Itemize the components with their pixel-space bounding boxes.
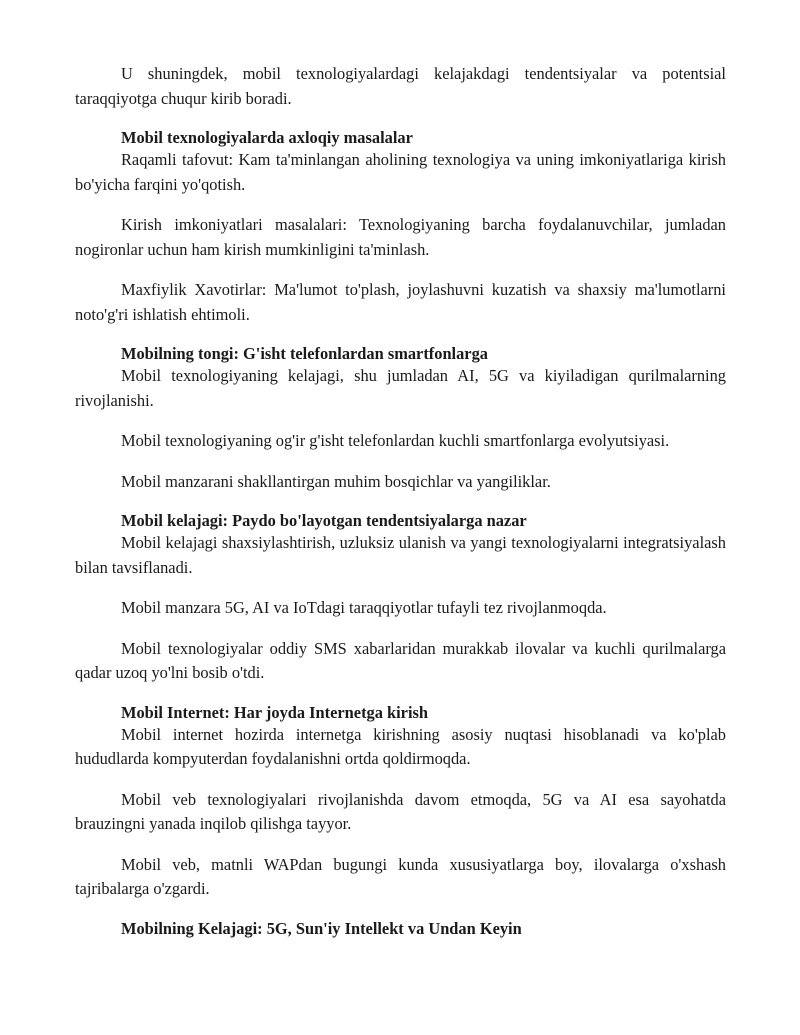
section-heading-mobile-internet: Mobil Internet: Har joyda Internetga kirish <box>121 702 429 722</box>
paragraph: Mobil texnologiyalar oddiy SMS xabarlaridan murakkab ilovalar va kuchli qurilmalarga qadar uzoq yo'lni bosib o'tdi. <box>75 638 726 682</box>
intro-paragraph: U shuningdek, mobil texnologiyalardagi kelajakdagi tendentsiyalar va potentsial taraqqiyotga chuqur kirib boradi. <box>75 64 726 108</box>
paragraph: Mobil internet hozirda internetga kirishning asosiy nuqtasi hisoblanadi va ko'plab hududlarda kompyuterdan foydalanishni ortda qoldirmoqda. <box>75 724 726 768</box>
paragraph: Kirish imkoniyatlari masalalari: Texnologiyaning barcha foydalanuvchilar, jumladan nogironlar uchun ham kirish mumkinligini ta'minlash. <box>75 215 726 259</box>
paragraph: Mobil veb, matnli WAPdan bugungi kunda xususiyatlarga boy, ilovalarga o'xshash tajribalarga o'zgardi. <box>75 854 726 898</box>
paragraph: Maxfiylik Xavotirlar: Ma'lumot to'plash, joylashuvni kuzatish va shaxsiy ma'lumotlarni noto'g'ri ishlatish ehtimoli. <box>75 280 726 324</box>
paragraph: Mobil texnologiyaning og'ir g'isht telefonlardan kuchli smartfonlarga evolyutsiyasi. <box>121 431 670 450</box>
paragraph: Mobil manzara 5G, AI va IoTdagi taraqqiyotlar tufayli tez rivojlanmoqda. <box>121 598 607 617</box>
section-heading-future-5g-ai: Mobilning Kelajagi: 5G, Sun'iy Intellekt va Undan Keyin <box>121 918 522 938</box>
section-heading-ethics: Mobil texnologiyalarda axloqiy masalalar <box>121 128 413 147</box>
paragraph: Mobil veb texnologiyalari rivojlanishda davom etmoqda, 5G va AI esa sayohatda brauzingni yanada inqilob qilishga tayyor. <box>75 789 726 833</box>
document-page <box>75 62 726 939</box>
section-heading-dawn-of-mobile: Mobilning tongi: G'isht telefonlardan smartfonlarga <box>121 344 488 363</box>
paragraph: Raqamli tafovut: Kam ta'minlangan aholining texnologiya va uning imkoniyatlariga kirish bo'yicha farqini yo'qotish. <box>75 150 726 194</box>
paragraph: Mobil texnologiyaning kelajagi, shu jumladan AI, 5G va kiyiladigan qurilmalarning rivojlanishi. <box>75 366 726 410</box>
section-heading-mobile-future: Mobil kelajagi: Paydo bo'layotgan tendentsiyalarga nazar <box>121 511 527 530</box>
paragraph: Mobil kelajagi shaxsiylashtirish, uzluksiz ulanish va yangi texnologiyalarni integratsiyalash bilan tavsiflanadi. <box>75 533 726 577</box>
paragraph: Mobil manzarani shakllantirgan muhim bosqichlar va yangiliklar. <box>121 471 551 491</box>
